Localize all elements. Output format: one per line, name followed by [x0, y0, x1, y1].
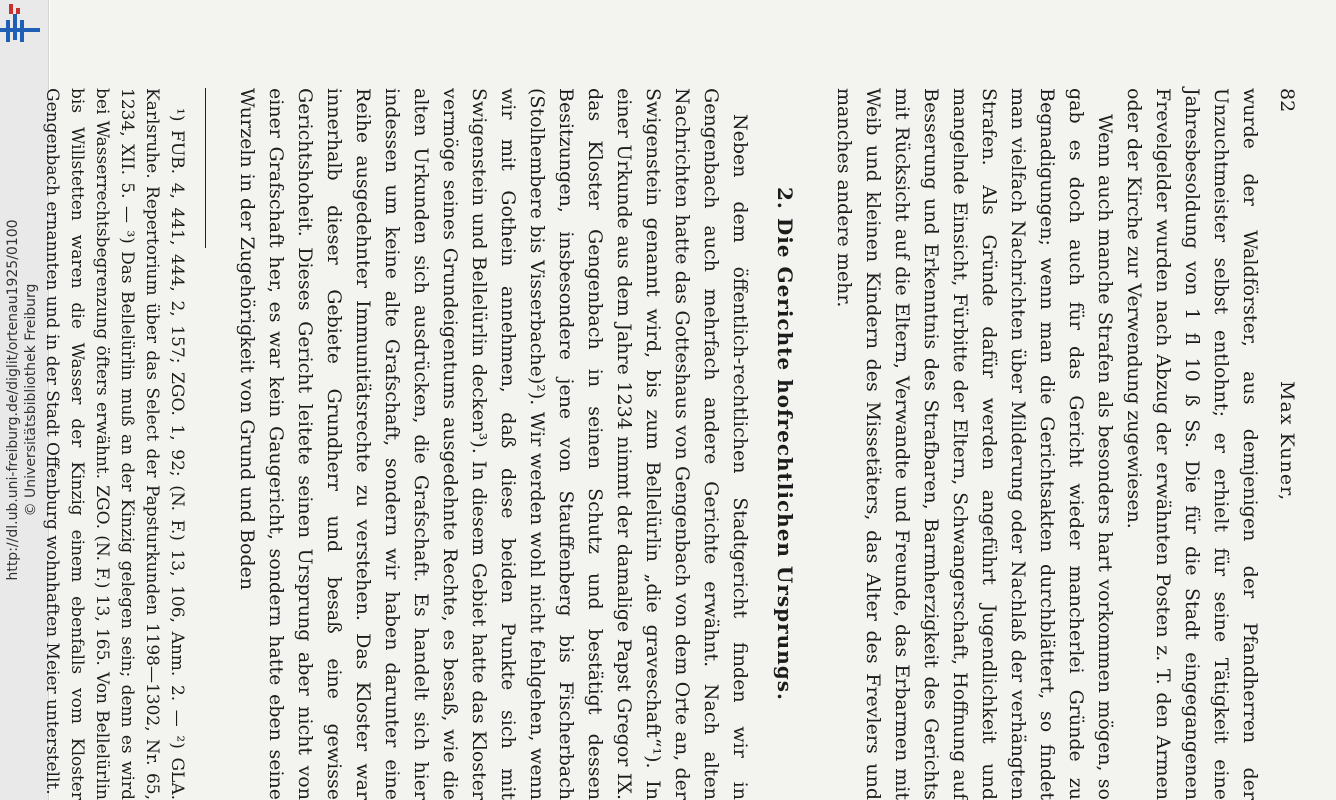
- footnotes: [39, 88, 189, 800]
- page-number: 82: [1276, 88, 1298, 113]
- sidebar-source-info: [4, 10, 44, 790]
- source-url-link[interactable]: http://dl.ub.uni-freiburg.de/diglit/ortenau1925/0100: [5, 219, 21, 581]
- page-header: [1264, 88, 1298, 800]
- paragraph-1: wurde der Waldförster, aus demjenigen der Pfandherren der Unzuchtmeister selbst entlohnt; er erhielt für seine Tätigkeit eine Jahresbesoldung von 1 fl 10 ß Ss. Die für die Stadt eingegangenen Frevelgelder wurden nach Abzug der erwähnten Posten z. T. den Armen oder der Kirche zur Verwendung zugewiesen.: [1123, 88, 1261, 800]
- footnote-text: ¹) FUB. 4, 441, 444, 2, 157; ZGO. 1, 92; (N. F.) 13, 106, Anm. 2. — ²) GLA. Karlsruhe. Repertorium über das Select der Papsturkunden 1198—1302, Nr. 65, 1234, XII. 5. — ³) Das Bellelürlin muß an der Kinzig gelegen sein; denn es wird bei Wasserrechtsbegrenzung öfters erwähnt. ZGO. (N. F.) 13, 165. Von Bellelürlin bis Willstetten waren die Wasser der Kinzig einem ebenfalls vom Kloster Gengenbach ernannten und in der Stadt Offenburg wohnhaften Meier unterstellt.: [42, 88, 187, 800]
- paragraph-3: Neben dem öffentlich-rechtlichen Stadtgericht finden wir in Gengenbach auch mehrfach andere Gerichte erwähnt. Nach alten Nachrichten hatte das Gotteshaus von Gengenbach von dem Orte an, der Swigenstein genannt wird, bis zum Bellelürlin „die graveschaft“¹). In einer Urkunde aus dem Jahre 1234 nimmt der damalige Papst Gregor IX. das Kloster Gengenbach in seinen Schutz und bestätigt dessen Besitzungen, insbesondere jene von Stauffenberg bis Fischerbach (Stolhembere bis Visserbache)²). Wir werden wohl nicht fehlgehen, wenn wir mit Gothein annehmen, daß diese beiden Punkte sich mit Swigenstein und Bellelürlin decken³). In diesem Gebiet hatte das Kloster vermöge seines Grundeigentums ausgedehnte Rechte, es besaß, wie die alten Urkunden sich ausdrücken, die Grafschaft. Es handelt sich hier indessen um keine alte Grafschaft, sondern wir haben darunter eine Reihe ausgedehnter Immunitätsrechte zu verstehen. Das Kloster war innerhalb dieser Gebiete Grundherr und besaß eine gewisse Gerichtshoheit. Dieses Gericht leitete seinen Ursprung aber nicht von einer Grafschaft her, es war kein Gaugericht, sondern hatte eben seine Wurzeln in der Zugehörigkeit von Grund und Boden: [236, 88, 751, 800]
- page-content: [42, 88, 1298, 800]
- running-head: Max Kuner,: [1276, 381, 1298, 502]
- section-heading: 2. Die Gerichte hofrechtlichen Ursprungs.: [773, 187, 797, 701]
- scanned-page: [42, 0, 1336, 800]
- body-text: [232, 88, 1264, 800]
- paragraph-2: Wenn auch manche Strafen als besonders hart vorkommen mögen, so gab es doch auch für das Gericht wieder mancherlei Gründe zu Begnadigungen; wenn man die Gerichtsakten durchblättert, so findet man vielfach Nachrichten über Milderung oder Nachlaß der verhängten Strafen. Als Gründe dafür werden angeführt Jugendlichkeit und mangelnde Einsicht, Fürbitte der Eltern, Schwangerschaft, Hoffnung auf Besserung und Erkenntnis des Strafbaren, Barmherzigkeit des Gerichts mit Rücksicht auf die Eltern, Verwandte und Freunde, das Erbarmen mit Weib und kleinen Kindern des Missetäters, das Alter des Frevlers und manches andere mehr.: [833, 88, 1116, 800]
- footnote-divider: [205, 88, 206, 248]
- copyright-notice: © Universitätsbibliothek Freiburg: [23, 283, 39, 517]
